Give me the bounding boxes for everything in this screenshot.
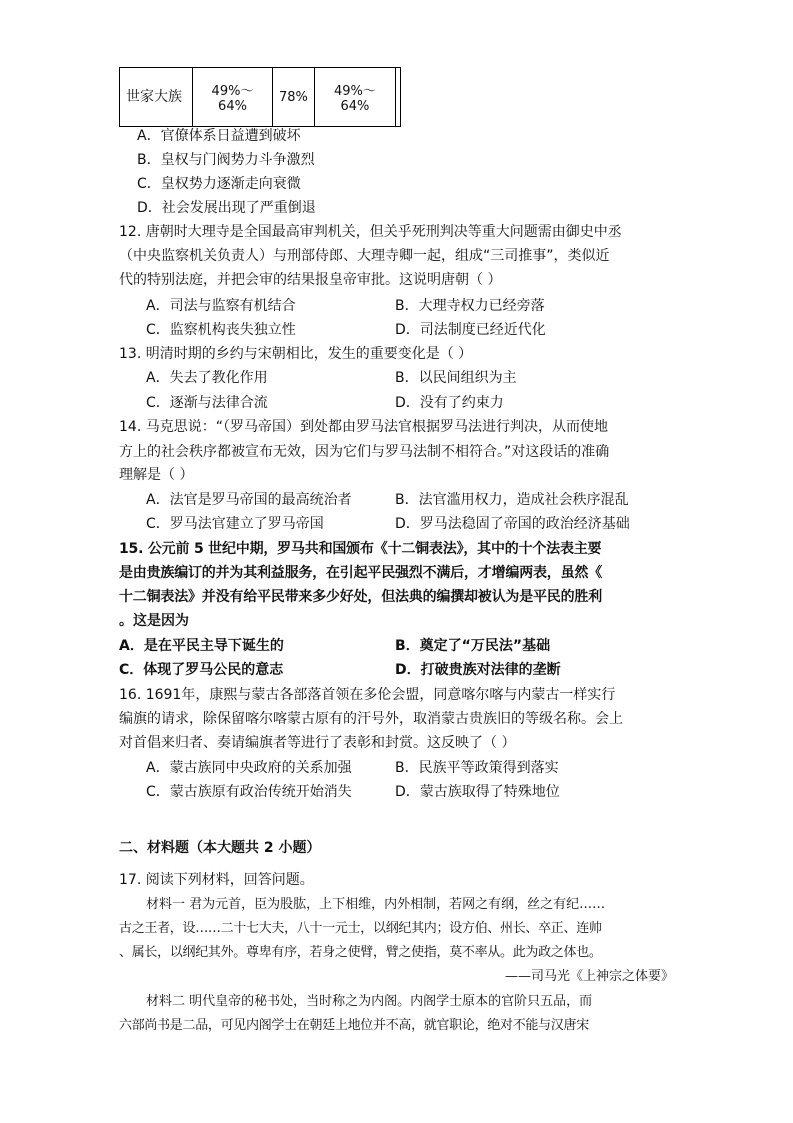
q15-option-c: C．体现了罗马公民的意志 xyxy=(119,662,284,678)
table-cell: 78% xyxy=(273,68,315,127)
q14-stem-line2: 方上的社会秩序都被宣布无效，因为它们与罗马法制不相符合。”对这段话的准确 xyxy=(119,444,610,460)
q15-stem-line1: 15. 公元前 5 世纪中期，罗马共和国颁布《十二铜表法》，其中的十个法表主要 xyxy=(119,541,602,557)
q13-option-a: A．失去了教化作用 xyxy=(146,370,268,386)
table-row xyxy=(120,68,401,127)
q12-option-d: D．司法制度已经近代化 xyxy=(395,322,546,338)
q17-intro: 17. 阅读下列材料，回答问题。 xyxy=(119,872,314,888)
q16-option-c: C．蒙古族原有政治传统开始消失 xyxy=(146,784,352,800)
q16-option-d: D．蒙古族取得了特殊地位 xyxy=(395,784,560,800)
material2-line1: 材料二 明代皇帝的秘书处，当时称之为内阁。内阁学士原本的官阶只五品，而 xyxy=(146,994,593,1009)
q15-option-b: B．奠定了“万民法”基础 xyxy=(395,638,551,654)
material1-line3: 、属长，以纲纪其外。尊卑有序，若身之使臂，臂之使指，莫不率从。此为政之体也。 xyxy=(119,945,602,960)
material1-source: ——司马光《上神宗之体要》 xyxy=(505,969,675,984)
q15-stem-line2: 是由贵族编订的并为其利益服务，在引起平民强烈不满后，才增编两表，虽然《 xyxy=(119,565,602,581)
table-cell: 49%～64% xyxy=(193,68,273,127)
section-heading: 二、材料题（本大题共 2 小题） xyxy=(119,840,321,856)
table-cell-empty xyxy=(395,68,400,127)
q13-option-d: D．没有了约束力 xyxy=(395,395,504,411)
q14-option-b: B．法官滥用权力，造成社会秩序混乱 xyxy=(395,492,629,508)
q13-stem: 13. 明清时期的乡约与宋朝相比，发生的重要变化是（ ） xyxy=(119,346,473,362)
q15-option-a: A．是在平民主导下诞生的 xyxy=(119,638,284,654)
q16-option-b: B．民族平等政策得到落实 xyxy=(395,760,559,776)
q12-stem-line3: 代的特别法庭，并把会审的结果报皇帝审批。这说明唐朝（ ） xyxy=(119,272,502,288)
q14-option-c: C．罗马法官建立了罗马帝国 xyxy=(146,516,324,532)
material1-line2: 古之王者，设……二十七大夫，八十一元士，以纲纪其内；设方伯、州长、卒正、连帅 xyxy=(119,921,602,936)
q12-option-a: A．司法与监察有机结合 xyxy=(146,298,296,314)
material2-line2: 六部尚书是二品，可见内阁学士在朝廷上地位并不高，就官职论，绝对不能与汉唐宋 xyxy=(119,1018,589,1033)
q12-stem-line2: （中央监察机关负责人）与刑部侍郎、大理寺卿一起，组成“三司推事”，类似近 xyxy=(119,248,610,264)
q16-stem-line2: 编旗的请求，除保留喀尔喀蒙古原有的汗号外，取消蒙古贵族旧的等级名称。会上 xyxy=(119,711,623,727)
q13-option-c: C．逐渐与法律合流 xyxy=(146,395,268,411)
q15-stem-line4: 。这是因为 xyxy=(119,613,189,629)
q15-stem-line3: 十二铜表法》并没有给平民带来多少好处，但法典的编撰却被认为是平民的胜利 xyxy=(119,589,602,605)
q12-option-b: B．大理寺权力已经旁落 xyxy=(395,298,545,314)
table-row-label: 世家大族 xyxy=(120,68,193,127)
material1-line1: 材料一 君为元首，臣为股肱，上下相维，内外相制，若网之有纲，丝之有纪…… xyxy=(146,897,606,912)
q14-option-d: D．罗马法稳固了帝国的政治经济基础 xyxy=(395,516,630,532)
table-cell: 49%～64% xyxy=(314,68,395,127)
q13-option-b: B．以民间组织为主 xyxy=(395,370,517,386)
q12-option-c: C．监察机构丧失独立性 xyxy=(146,322,296,338)
q16-stem-line3: 对首倡来归者、奏请编旗者等进行了表彰和封赏。这反映了（ ） xyxy=(119,735,516,751)
q11-option-c: C．皇权势力逐渐走向衰微 xyxy=(137,176,301,192)
q14-stem-line3: 理解是（ ） xyxy=(119,467,194,483)
q11-option-a: A．官僚体系日益遭到破坏 xyxy=(137,128,301,144)
q16-stem-line1: 16. 1691年，康熙与蒙古各部落首领在多伦会盟，同意喀尔喀与内蒙古一样实行 xyxy=(119,687,616,703)
q14-stem-line1: 14. 马克思说：“（罗马帝国）到处都由罗马法官根据罗马法进行判决，从而使地 xyxy=(119,419,608,435)
q15-option-d: D．打破贵族对法律的垄断 xyxy=(395,662,561,678)
q12-stem-line1: 12. 唐朝时大理寺是全国最高审判机关，但关乎死刑判决等重大问题需由御史中丞 xyxy=(119,224,622,240)
q16-option-a: A．蒙古族同中央政府的关系加强 xyxy=(146,760,352,776)
q11-option-d: D．社会发展出现了严重倒退 xyxy=(137,200,316,216)
comparison-table-fragment xyxy=(119,67,401,127)
q14-option-a: A．法官是罗马帝国的最高统治者 xyxy=(146,492,352,508)
q11-option-b: B．皇权与门阀势力斗争激烈 xyxy=(137,152,315,168)
